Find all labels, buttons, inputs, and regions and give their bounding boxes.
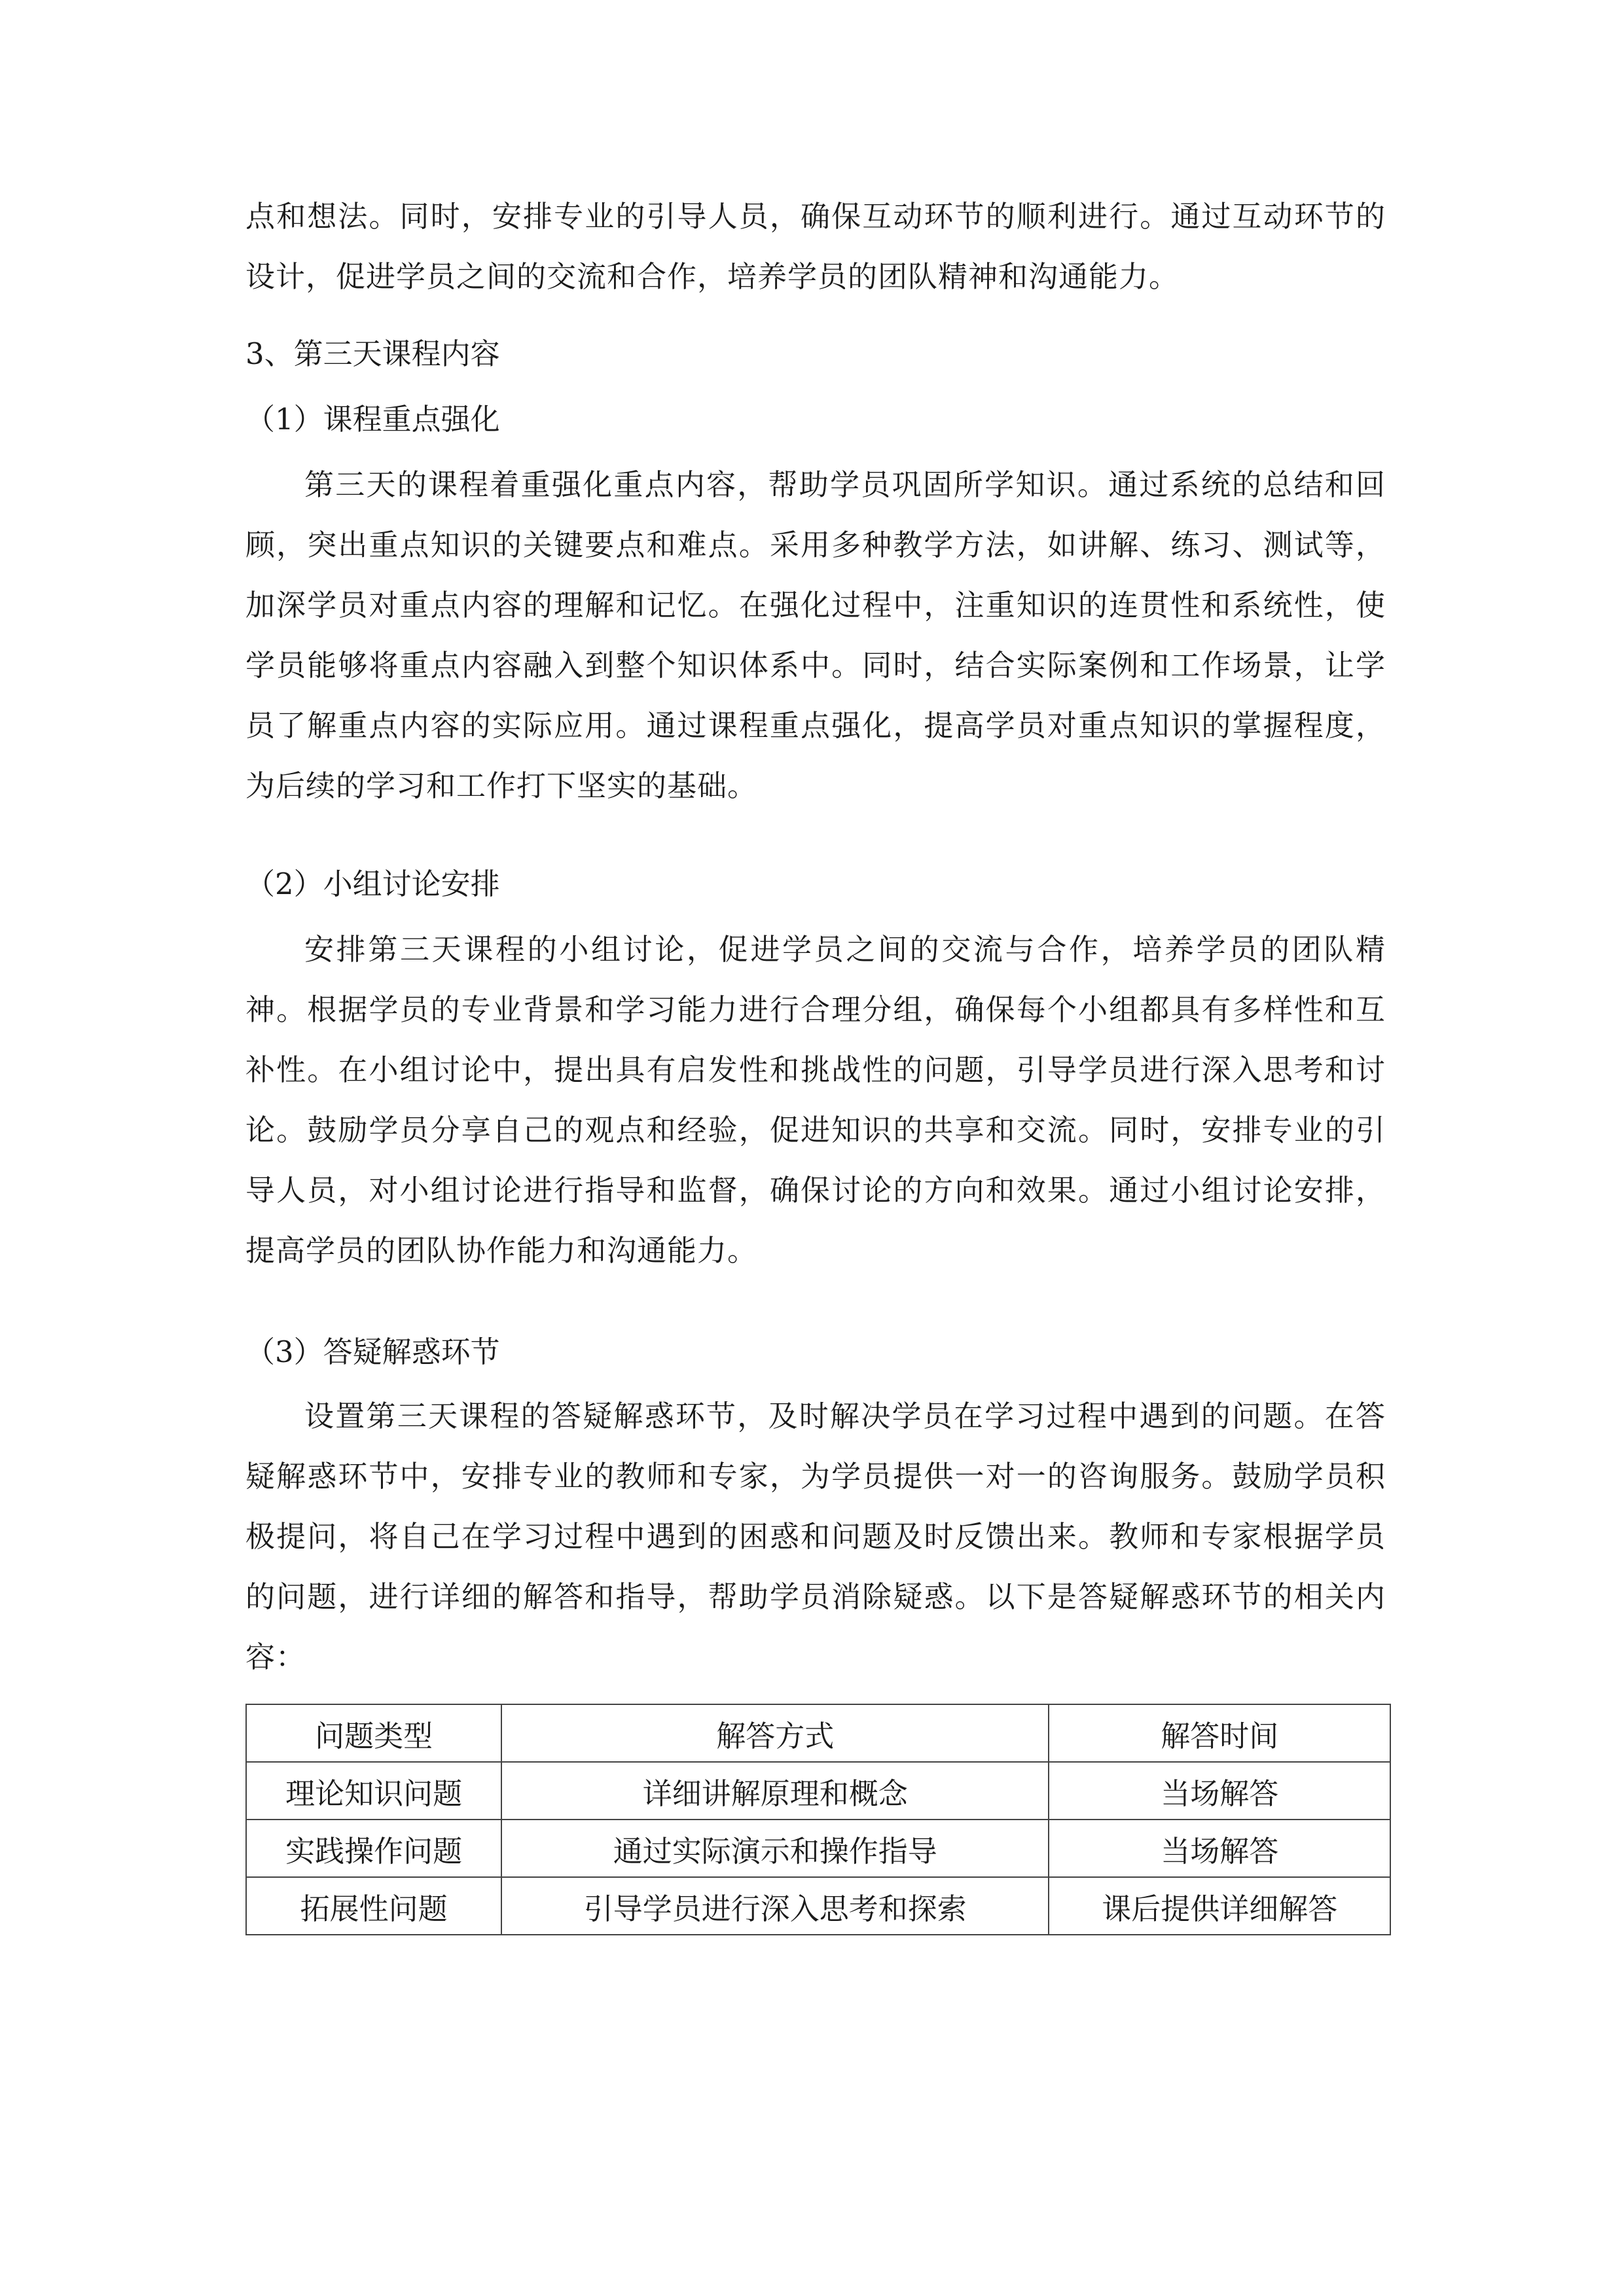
key-points-paragraph: 第三天的课程着重强化重点内容，帮助学员巩固所学知识。通过系统的总结和回顾，突出重点知识的关键要点和难点。采用多种教学方法，如讲解、练习、测试等，加深学员对重点内容的理解和记忆。在强化过程中，注重知识的连贯性和系统性，使学员能够将重点内容融入到整个知识体系中。同时，结合实际案例和工作场景，让学员了解重点内容的实际应用。通过课程重点强化，提高学员对重点知识的掌握程度，为后续的学习和工作打下坚实的基础。	[245, 467, 1386, 803]
cell-answer-time: 课后提供详细解答	[1049, 1877, 1390, 1935]
cell-answer-time: 当场解答	[1049, 1762, 1390, 1820]
table-header-row	[246, 1704, 1390, 1762]
group-discussion-paragraph: 安排第三天课程的小组讨论，促进学员之间的交流与合作，培养学员的团队精神。根据学员的专业背景和学习能力进行合理分组，确保每个小组都具有多样性和互补性。在小组讨论中，提出具有启发性和挑战性的问题，引导学员进行深入思考和讨论。鼓励学员分享自己的观点和经验，促进知识的共享和交流。同时，安排专业的引导人员，对小组讨论进行指导和监督，确保讨论的方向和效果。通过小组讨论安排，提高学员的团队协作能力和沟通能力。	[245, 932, 1386, 1268]
cell-answer-time: 当场解答	[1049, 1820, 1390, 1877]
subheading-key-points: （1）课程重点强化	[245, 402, 500, 437]
cell-answer-method: 引导学员进行深入思考和探索	[501, 1877, 1049, 1935]
cell-question-type: 拓展性问题	[246, 1877, 501, 1935]
qa-session-paragraph: 设置第三天课程的答疑解惑环节，及时解决学员在学习过程中遇到的问题。在答疑解惑环节中，安排专业的教师和专家，为学员提供一对一的咨询服务。鼓励学员积极提问，将自己在学习过程中遇到的困惑和问题及时反馈出来。教师和专家根据学员的问题，进行详细的解答和指导，帮助学员消除疑惑。以下是答疑解惑环节的相关内容：	[245, 1399, 1386, 1674]
table-row	[246, 1762, 1390, 1820]
header-answer-time: 解答时间	[1049, 1704, 1390, 1762]
table-row	[246, 1820, 1390, 1877]
cell-answer-method: 通过实际演示和操作指导	[501, 1820, 1049, 1877]
subheading-group-discussion: （2）小组讨论安排	[245, 867, 500, 901]
qa-table	[245, 1704, 1391, 1935]
cell-question-type: 理论知识问题	[246, 1762, 501, 1820]
table-row	[246, 1877, 1390, 1935]
intro-paragraph: 点和想法。同时，安排专业的引导人员，确保互动环节的顺利进行。通过互动环节的设计，促进学员之间的交流和合作，培养学员的团队精神和沟通能力。	[245, 199, 1386, 294]
header-question-type: 问题类型	[246, 1704, 501, 1762]
subheading-qa-session: （3）答疑解惑环节	[245, 1335, 500, 1369]
header-answer-method: 解答方式	[501, 1704, 1049, 1762]
cell-question-type: 实践操作问题	[246, 1820, 501, 1877]
cell-answer-method: 详细讲解原理和概念	[501, 1762, 1049, 1820]
section-heading-day3: 3、第三天课程内容	[245, 336, 500, 371]
